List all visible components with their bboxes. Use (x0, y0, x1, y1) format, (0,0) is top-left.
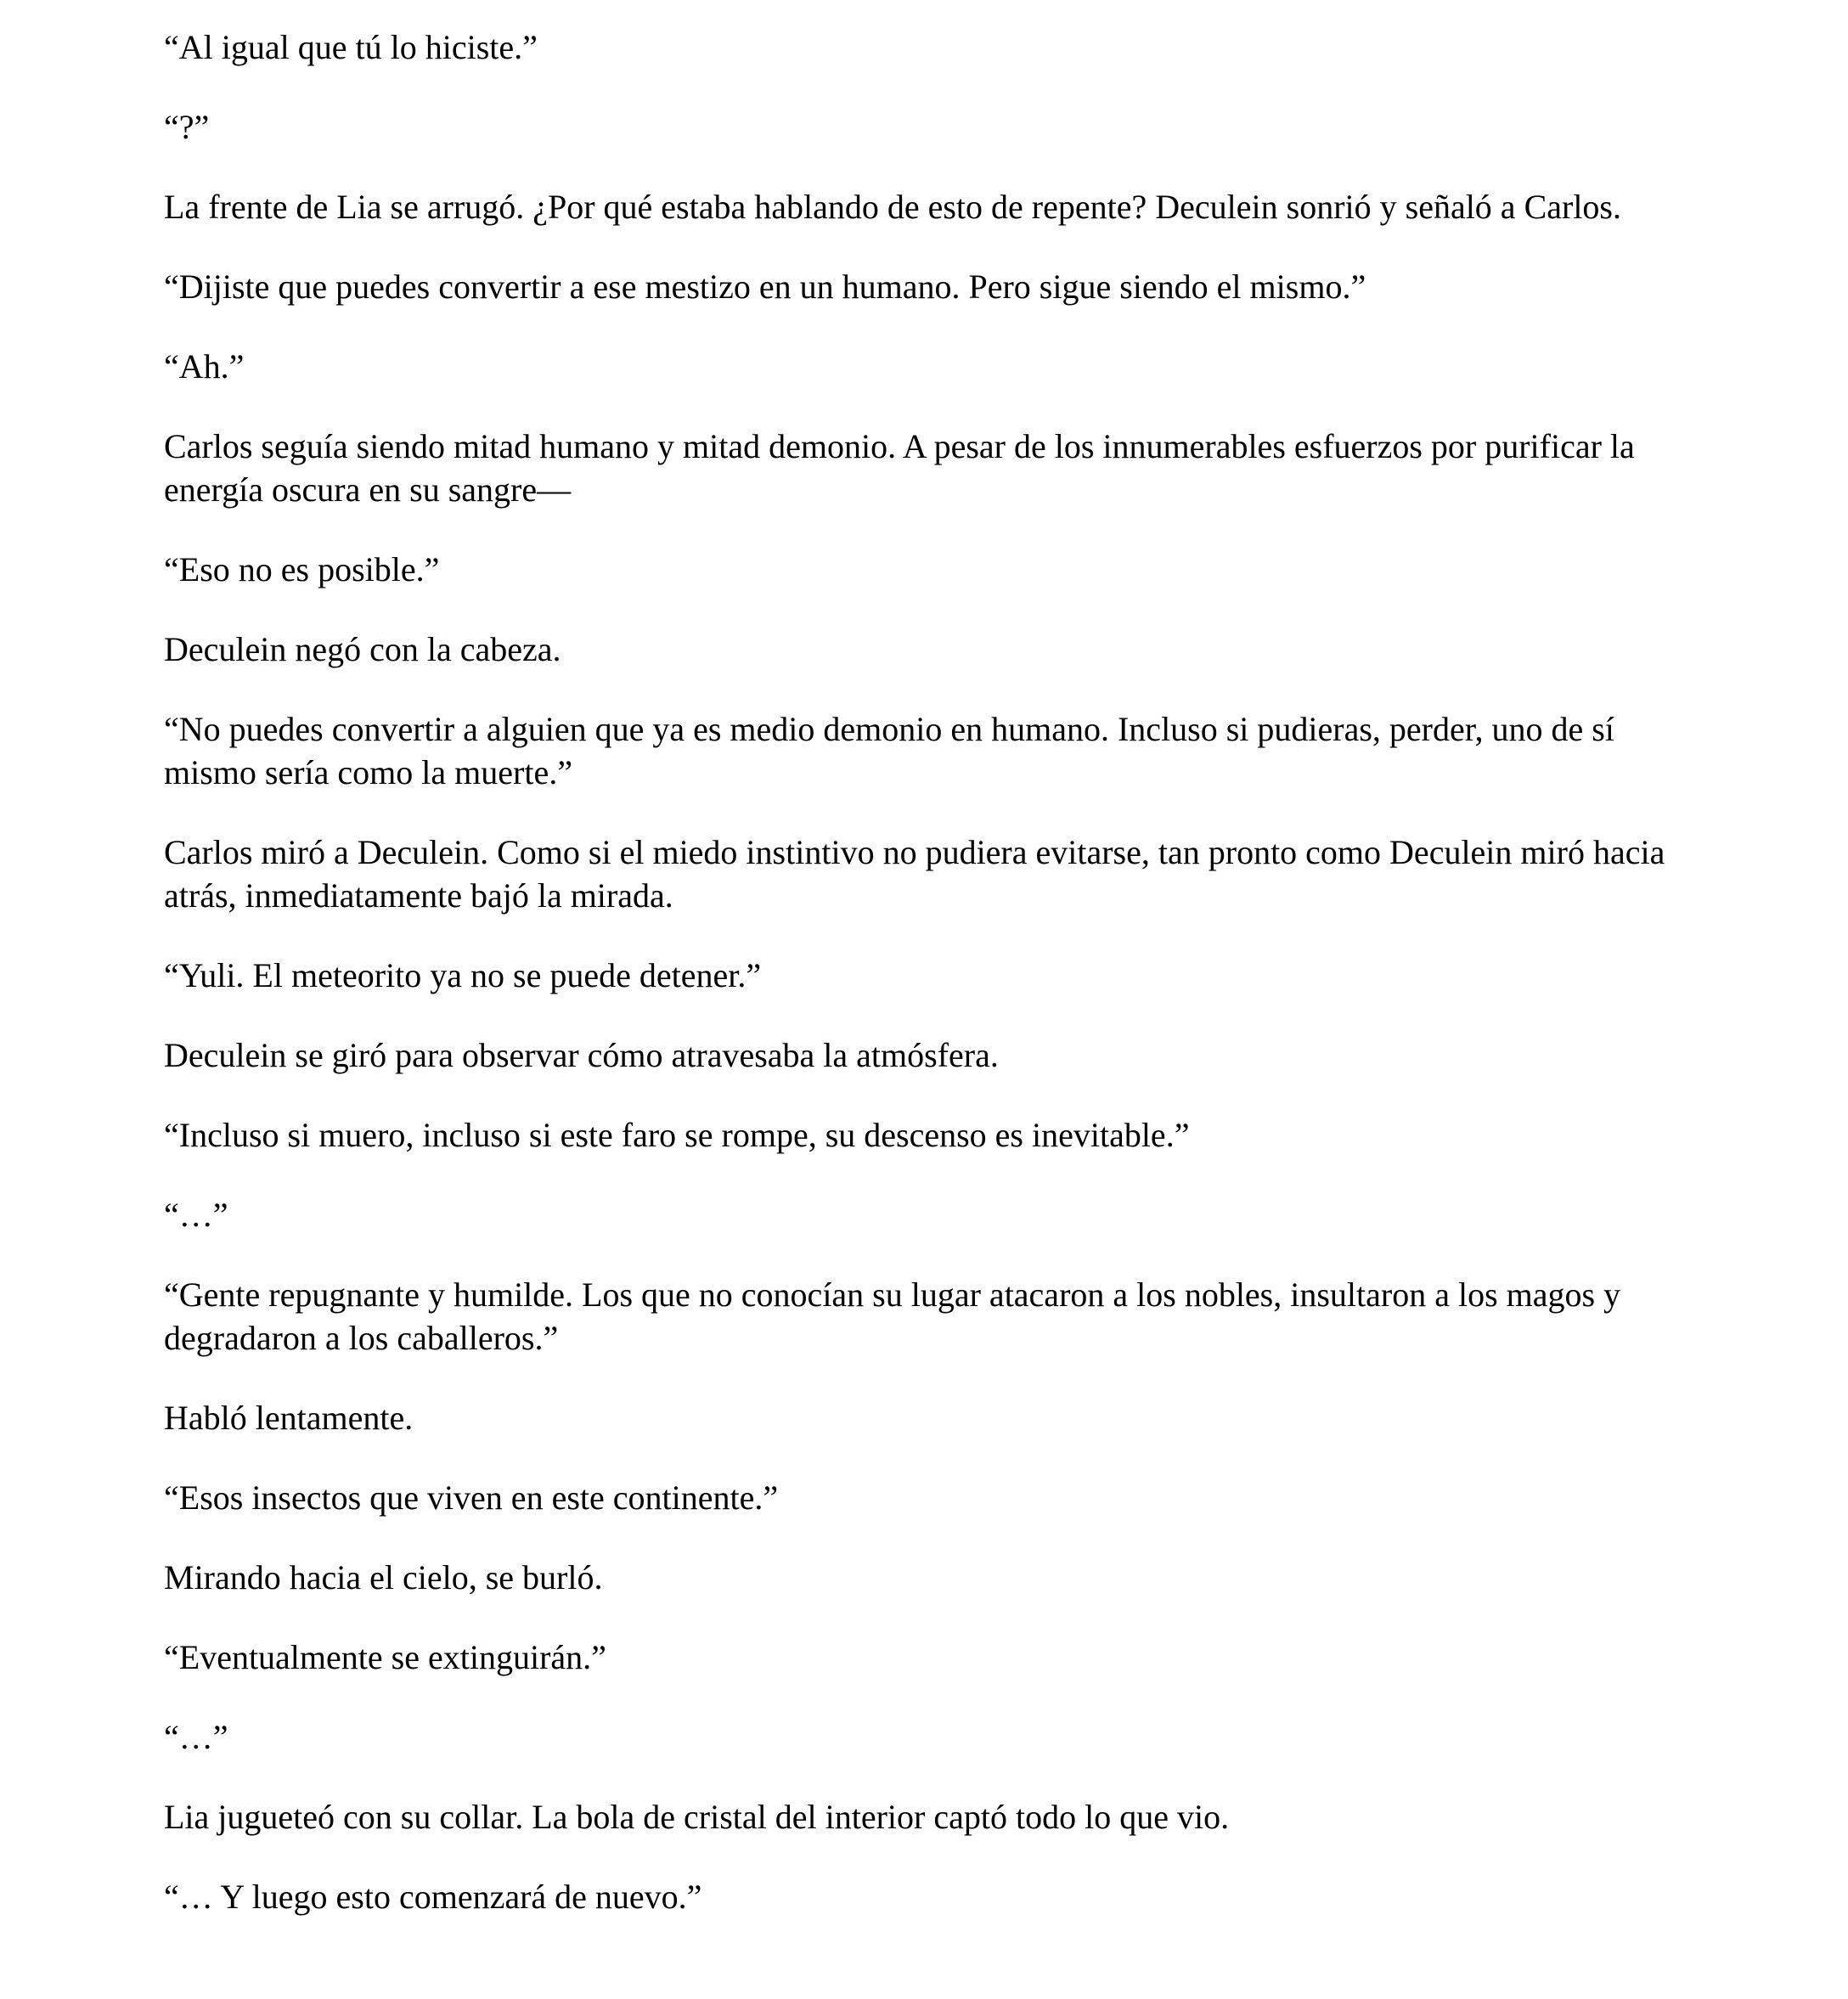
paragraph: Lia jugueteó con su collar. La bola de cristal del interior captó todo lo que vio. (164, 1798, 1230, 1836)
paragraph: “Incluso si muero, incluso si este faro se rompe, su descenso es inevitable.” (164, 1116, 1190, 1154)
paragraph: “Yuli. El meteorito ya no se puede detener.” (164, 956, 762, 994)
paragraph: La frente de Lia se arrugó. ¿Por qué estaba hablando de esto de repente? Deculein sonrió y señaló a Carlos. (164, 188, 1621, 226)
paragraph: “…” (164, 1718, 228, 1756)
paragraph: “No puedes convertir a alguien que ya es medio demonio en humano. Incluso si pudieras, perder, uno de sí mismo sería como la muerte.” (164, 710, 1614, 791)
paragraph: “…” (164, 1196, 228, 1234)
paragraph: “Esos insectos que viven en este continente.” (164, 1478, 779, 1517)
paragraph: Deculein negó con la cabeza. (164, 630, 561, 668)
paragraph: “… Y luego esto comenzará de nuevo.” (164, 1878, 702, 1916)
paragraph: Carlos seguía siendo mitad humano y mitad demonio. A pesar de los innumerables esfuerzos por purificar la energía oscura en su sangre— (164, 427, 1635, 509)
paragraph: “Eventualmente se extinguirán.” (164, 1638, 606, 1676)
paragraph: “Ah.” (164, 347, 245, 386)
paragraph: Mirando hacia el cielo, se burló. (164, 1558, 603, 1596)
paragraph: “Al igual que tú lo hiciste.” (164, 28, 538, 66)
paragraph: Habló lentamente. (164, 1399, 414, 1437)
paragraph: “Eso no es posible.” (164, 550, 440, 588)
paragraph: Deculein se giró para observar cómo atravesaba la atmósfera. (164, 1036, 999, 1074)
document-page (164, 25, 1684, 1955)
paragraph: Carlos miró a Deculein. Como si el miedo instintivo no pudiera evitarse, tan pronto como Deculein miró hacia atrás, inmediatamente bajó la mirada. (164, 833, 1665, 915)
paragraph: “Dijiste que puedes convertir a ese mestizo en un humano. Pero sigue siendo el mismo.” (164, 267, 1366, 306)
paragraph: “Gente repugnante y humilde. Los que no conocían su lugar atacaron a los nobles, insultaron a los magos y degradaron a los caballeros.” (164, 1275, 1621, 1357)
paragraph: “?” (164, 108, 210, 146)
